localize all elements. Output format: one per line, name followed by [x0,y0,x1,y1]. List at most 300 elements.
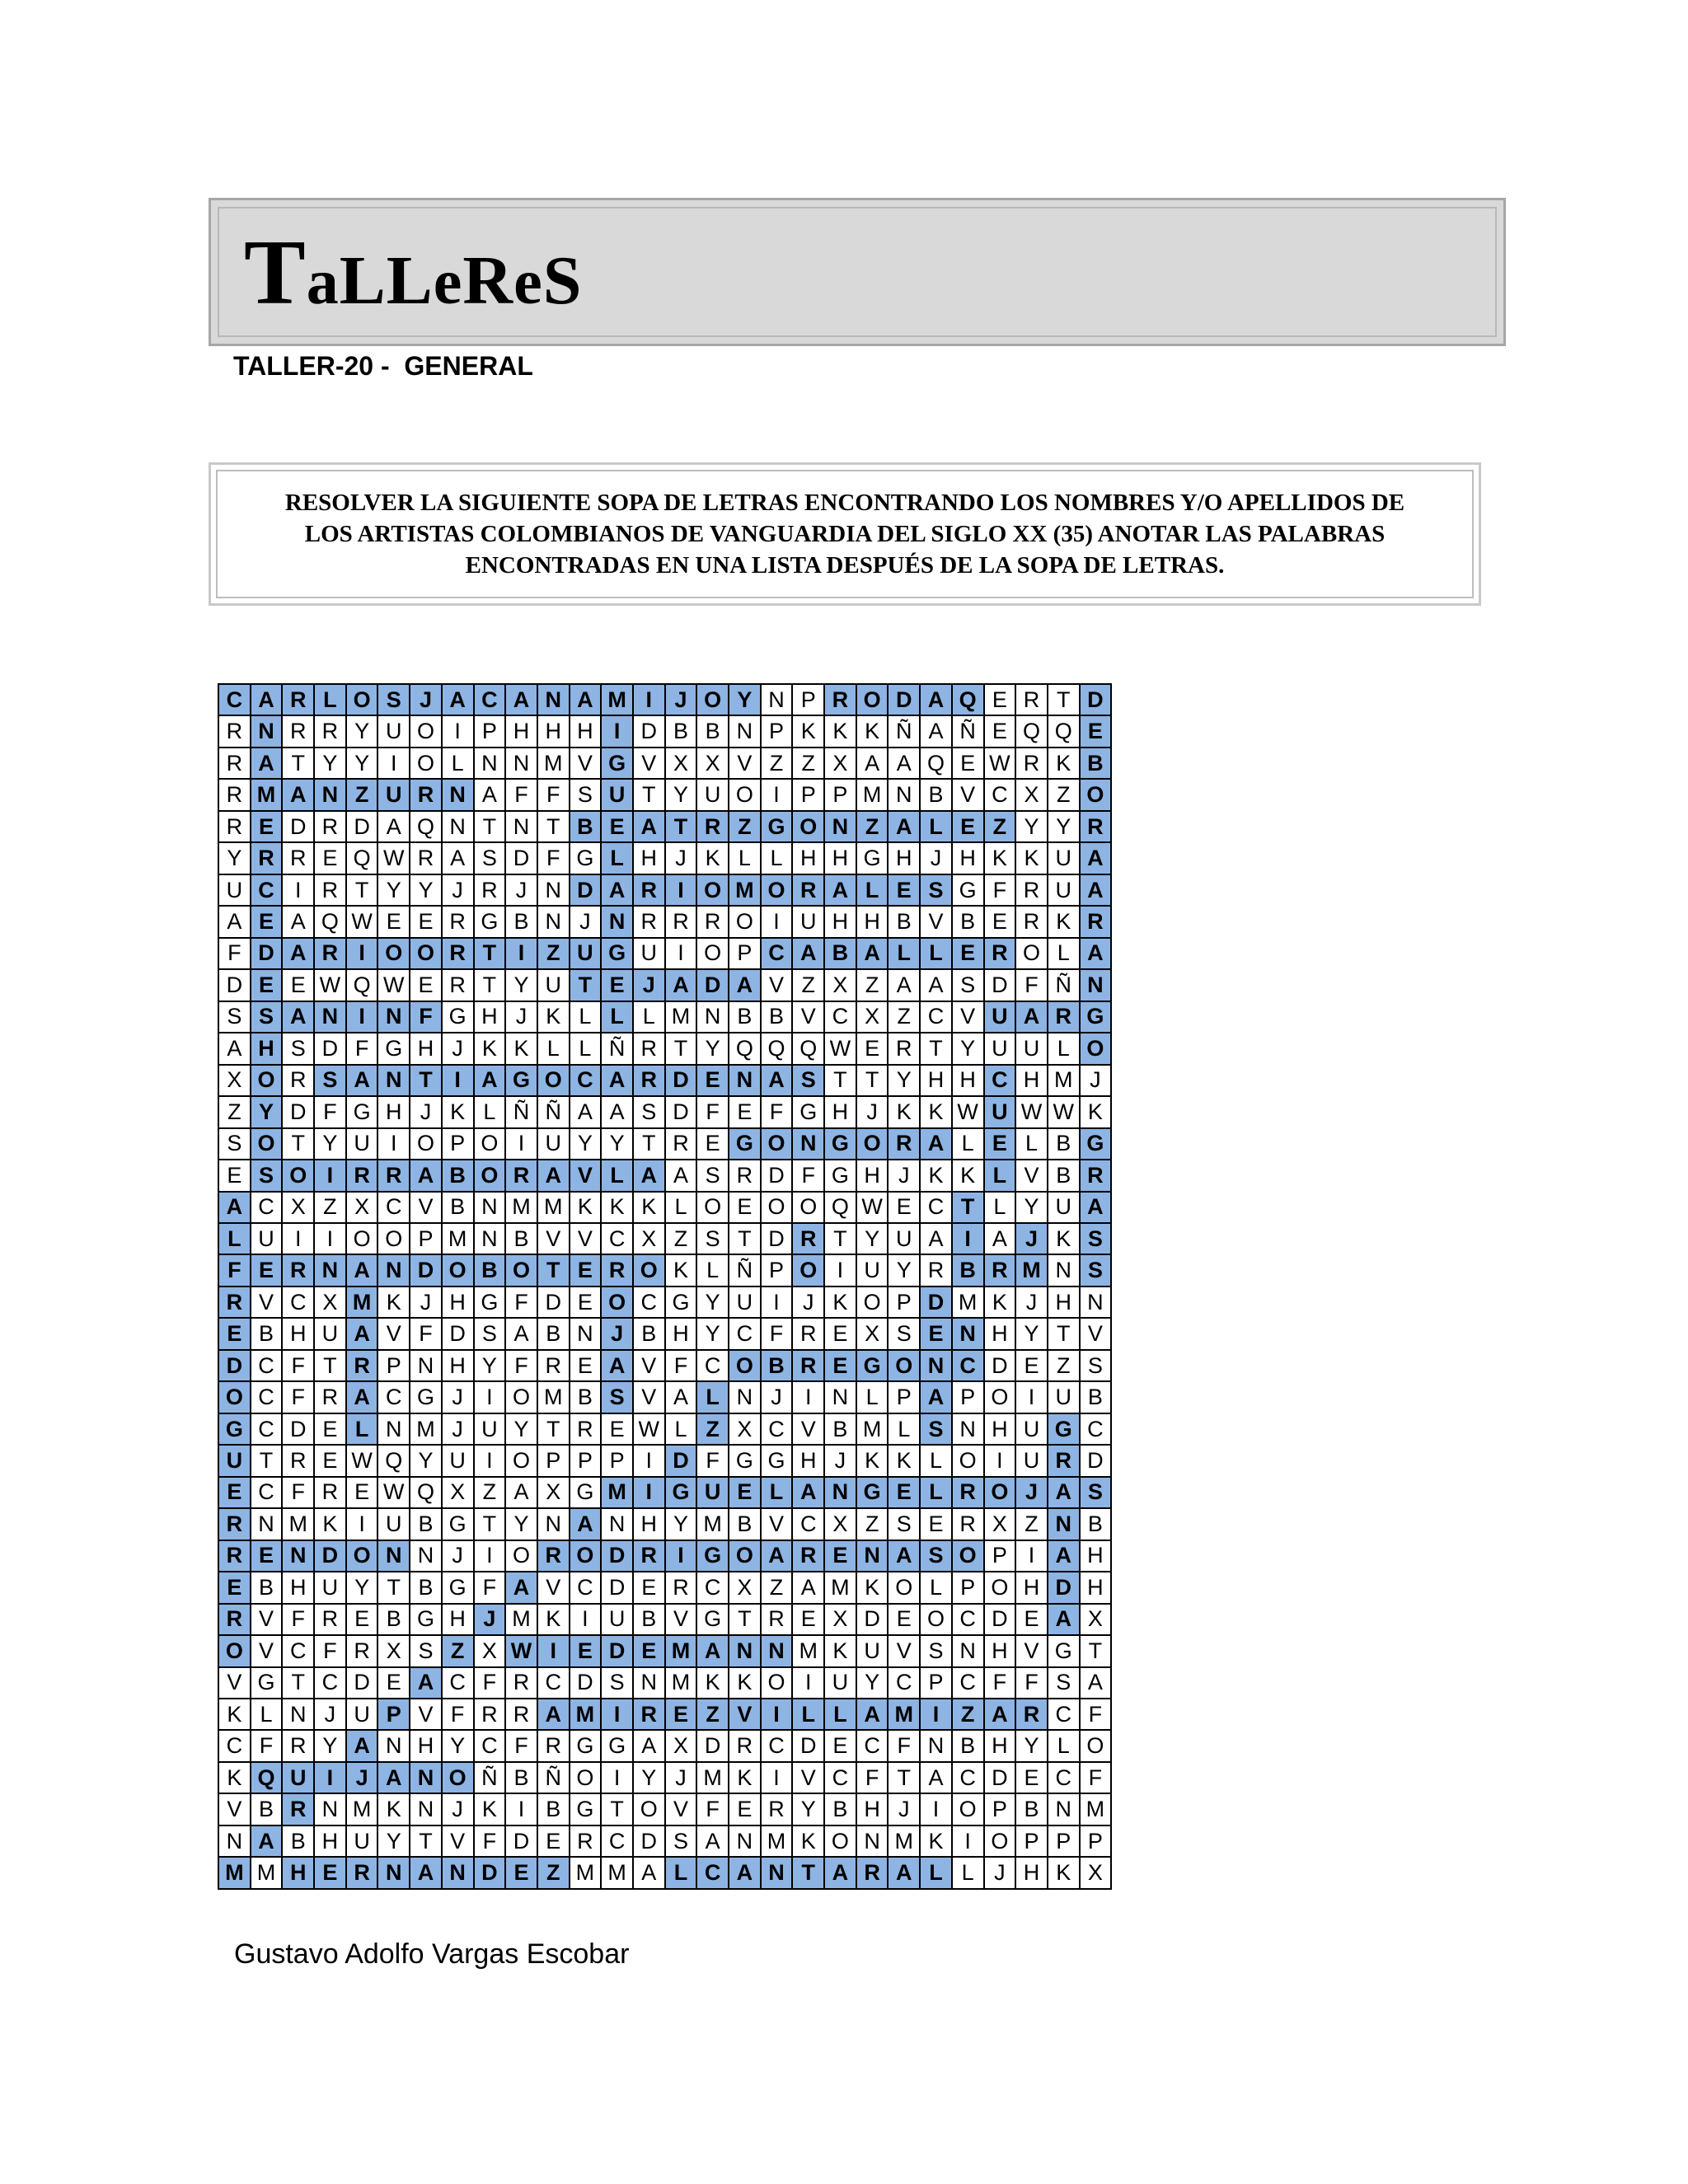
grid-cell: R [314,811,346,842]
grid-cell: T [792,1857,824,1888]
grid-cell: R [888,1033,920,1064]
grid-cell: R [282,715,314,747]
grid-cell: R [346,1635,378,1666]
grid-cell: O [505,1254,537,1286]
grid-cell: A [570,684,602,715]
grid-cell: P [410,1223,442,1254]
grid-cell: R [1048,1001,1080,1033]
grid-cell: D [314,1033,346,1064]
grid-cell: H [952,842,984,874]
grid-cell: C [251,1350,283,1381]
grid-cell: M [505,1192,537,1223]
grid-cell: U [346,1128,378,1160]
grid-cell: A [665,1381,697,1413]
grid-cell: Y [505,1508,537,1540]
grid-cell: M [665,1667,697,1699]
grid-cell: Q [251,1762,283,1793]
grid-cell: Y [1015,1730,1048,1761]
grid-cell: N [601,906,633,937]
grid-cell: O [218,1381,251,1413]
grid-cell: D [1080,684,1112,715]
grid-cell: X [1015,779,1048,810]
grid-cell: E [601,811,633,842]
grid-cell: B [952,1254,984,1286]
grid-cell: I [601,1699,633,1730]
grid-cell: S [601,1381,633,1413]
grid-row [218,1096,1111,1127]
grid-cell: X [314,1286,346,1318]
grid-cell: L [696,1254,729,1286]
grid-cell: H [633,1508,665,1540]
grid-cell: O [696,938,729,969]
grid-cell: J [505,874,537,906]
grid-row [218,1254,1111,1286]
grid-cell: M [824,1572,856,1603]
grid-cell: N [761,1857,793,1888]
grid-cell: B [505,1223,537,1254]
grid-cell: C [570,1065,602,1096]
title-part: S [542,242,583,319]
grid-cell: F [282,1477,314,1508]
grid-cell: E [282,969,314,1001]
grid-row [218,1635,1111,1666]
grid-cell: P [824,779,856,810]
grid-cell: D [761,1223,793,1254]
title-part: LL [339,242,434,319]
grid-cell: K [856,715,889,747]
grid-cell: V [792,1762,824,1793]
grid-cell: I [601,1762,633,1793]
grid-cell: G [377,1033,410,1064]
grid-cell: K [218,1762,251,1793]
grid-cell: L [570,1001,602,1033]
grid-cell: P [888,1381,920,1413]
grid-cell: G [570,1477,602,1508]
grid-cell: R [314,715,346,747]
grid-cell: H [984,1730,1016,1761]
author-name: Gustavo Adolfo Vargas Escobar [234,1938,630,1970]
grid-cell: G [442,1508,474,1540]
grid-cell: A [570,1508,602,1540]
grid-cell: O [346,1540,378,1572]
grid-cell: G [442,1572,474,1603]
grid-cell: N [377,1857,410,1888]
grid-cell: Y [346,748,378,779]
grid-cell: P [442,1128,474,1160]
grid-cell: A [824,1857,856,1888]
grid-cell: A [665,1160,697,1191]
grid-cell: G [856,842,889,874]
grid-cell: E [729,1192,761,1223]
grid-cell: C [251,874,283,906]
grid-cell: D [1048,1572,1080,1603]
grid-cell: N [729,1065,761,1096]
grid-cell: R [442,969,474,1001]
grid-cell: S [474,1318,506,1349]
grid-cell: V [410,1192,442,1223]
grid-cell: L [1048,1033,1080,1064]
grid-cell: U [792,906,824,937]
grid-cell: A [442,684,474,715]
grid-row [218,1540,1111,1572]
grid-cell: M [601,1477,633,1508]
grid-cell: R [1080,1160,1112,1191]
grid-cell: R [792,1540,824,1572]
grid-cell: N [282,1540,314,1572]
grid-cell: Z [792,969,824,1001]
grid-cell: K [856,1445,889,1476]
grid-cell: R [314,1604,346,1635]
grid-cell: Y [314,1730,346,1761]
grid-cell: E [314,1445,346,1476]
grid-cell: T [729,1604,761,1635]
grid-cell: I [761,779,793,810]
grid-cell: H [1048,1286,1080,1318]
grid-cell: B [442,1192,474,1223]
grid-cell: N [729,1825,761,1857]
grid-cell: H [1015,1065,1048,1096]
grid-cell: E [1015,1762,1048,1793]
grid-cell: I [920,1699,952,1730]
grid-cell: F [442,1699,474,1730]
grid-cell: N [537,874,570,906]
grid-cell: J [888,1160,920,1191]
grid-cell: R [633,1540,665,1572]
grid-row [218,684,1111,715]
grid-cell: Q [1015,715,1048,747]
grid-cell: B [952,906,984,937]
grid-cell: N [633,1667,665,1699]
grid-cell: F [984,1667,1016,1699]
grid-cell: S [888,1508,920,1540]
grid-cell: F [984,874,1016,906]
grid-cell: A [920,1223,952,1254]
grid-cell: Y [474,1350,506,1381]
grid-cell: T [282,1667,314,1699]
grid-cell: O [1015,938,1048,969]
grid-cell: S [920,1635,952,1666]
grid-cell: O [474,1128,506,1160]
grid-cell: S [792,1065,824,1096]
grid-cell: S [633,1096,665,1127]
grid-cell: N [377,1254,410,1286]
grid-cell: O [729,1350,761,1381]
grid-cell: I [792,1667,824,1699]
grid-cell: E [601,969,633,1001]
grid-cell: F [474,1825,506,1857]
grid-cell: Q [761,1033,793,1064]
grid-cell: G [761,811,793,842]
grid-cell: E [251,1254,283,1286]
grid-cell: X [218,1065,251,1096]
grid-cell: R [505,1667,537,1699]
grid-cell: A [537,1160,570,1191]
grid-cell: N [856,1540,889,1572]
grid-cell: G [601,1730,633,1761]
grid-cell: C [251,1192,283,1223]
grid-cell: O [696,684,729,715]
grid-cell: B [1048,1160,1080,1191]
grid-cell: E [1015,1604,1048,1635]
grid-cell: R [824,684,856,715]
grid-cell: C [1048,1699,1080,1730]
grid-cell: C [824,1762,856,1793]
grid-cell: I [1015,1381,1048,1413]
grid-row [218,1508,1111,1540]
grid-cell: R [761,1793,793,1825]
grid-cell: V [218,1667,251,1699]
grid-cell: J [1015,1223,1048,1254]
grid-cell: B [251,1572,283,1603]
grid-cell: L [1048,938,1080,969]
grid-cell: Y [888,1065,920,1096]
grid-cell: W [856,1192,889,1223]
grid-cell: I [761,1762,793,1793]
grid-cell: J [665,1762,697,1793]
grid-cell: C [442,1667,474,1699]
grid-cell: A [474,1065,506,1096]
grid-cell: T [251,1445,283,1476]
grid-cell: I [952,1223,984,1254]
grid-cell: O [792,1192,824,1223]
grid-cell: Z [218,1096,251,1127]
grid-cell: W [377,842,410,874]
grid-cell: E [218,1572,251,1603]
grid-cell: E [824,1540,856,1572]
grid-cell: N [696,1001,729,1033]
grid-cell: O [442,1254,474,1286]
grid-cell: V [792,1413,824,1445]
grid-cell: Y [633,1762,665,1793]
grid-cell: C [601,1825,633,1857]
grid-cell: D [1080,1445,1112,1476]
grid-cell: T [888,1762,920,1793]
grid-cell: B [824,1793,856,1825]
grid-cell: H [570,715,602,747]
grid-cell: A [633,1160,665,1191]
grid-cell: Y [665,779,697,810]
grid-cell: I [377,1128,410,1160]
grid-cell: R [505,1160,537,1191]
grid-cell: R [346,1350,378,1381]
grid-row [218,1128,1111,1160]
grid-cell: G [474,906,506,937]
grid-cell: M [282,1508,314,1540]
grid-cell: M [505,1604,537,1635]
grid-cell: F [346,1033,378,1064]
grid-cell: B [251,1793,283,1825]
grid-row [218,1350,1111,1381]
grid-cell: R [282,1445,314,1476]
grid-cell: X [984,1508,1016,1540]
grid-cell: Z [442,1635,474,1666]
grid-cell: S [377,684,410,715]
grid-cell: P [537,1445,570,1476]
grid-cell: F [761,1096,793,1127]
grid-cell: D [665,1065,697,1096]
grid-cell: S [1080,1223,1112,1254]
grid-cell: Z [729,811,761,842]
grid-cell: I [282,874,314,906]
grid-cell: Z [314,1192,346,1223]
grid-cell: A [601,874,633,906]
grid-cell: Q [824,1192,856,1223]
grid-cell: C [984,779,1016,810]
grid-cell: D [696,969,729,1001]
grid-cell: O [729,1540,761,1572]
title-part: a [306,246,340,317]
grid-cell: P [952,1381,984,1413]
grid-cell: D [282,811,314,842]
grid-cell: Ñ [601,1033,633,1064]
grid-cell: K [984,842,1016,874]
grid-cell: T [920,1033,952,1064]
grid-cell: I [792,1381,824,1413]
grid-cell: J [888,1793,920,1825]
instructions-box [209,462,1481,606]
grid-cell: R [888,1128,920,1160]
grid-cell: E [570,1286,602,1318]
grid-cell: H [1080,1540,1112,1572]
grid-cell: P [1015,1825,1048,1857]
grid-cell: L [792,1699,824,1730]
grid-cell: V [633,1350,665,1381]
grid-cell: A [251,1825,283,1857]
grid-row [218,1160,1111,1191]
grid-cell: U [474,1413,506,1445]
grid-cell: X [696,748,729,779]
title-banner-inner [218,207,1497,337]
grid-cell: J [346,1762,378,1793]
grid-cell: B [505,1762,537,1793]
grid-cell: I [761,1699,793,1730]
grid-cell: E [729,1477,761,1508]
grid-cell: A [696,1825,729,1857]
grid-cell: J [665,684,697,715]
grid-cell: A [346,1065,378,1096]
grid-cell: Z [984,811,1016,842]
grid-cell: L [761,1477,793,1508]
grid-cell: F [696,1445,729,1476]
grid-cell: B [729,1508,761,1540]
grid-cell: B [1080,748,1112,779]
grid-cell: V [920,906,952,937]
grid-cell: A [1048,1604,1080,1635]
grid-cell: R [537,1730,570,1761]
grid-cell: M [1015,1254,1048,1286]
grid-cell: O [856,1286,889,1318]
grid-cell: G [474,1286,506,1318]
grid-cell: A [633,1730,665,1761]
grid-cell: W [824,1033,856,1064]
grid-cell: U [1048,874,1080,906]
grid-cell: E [570,1635,602,1666]
grid-row [218,1857,1111,1888]
grid-cell: K [729,1762,761,1793]
grid-cell: D [346,811,378,842]
grid-cell: A [505,684,537,715]
grid-cell: U [1015,1413,1048,1445]
grid-cell: K [537,1001,570,1033]
grid-cell: E [601,1413,633,1445]
grid-cell: G [824,1160,856,1191]
grid-cell: M [346,1286,378,1318]
grid-cell: A [251,684,283,715]
grid-cell: E [505,1857,537,1888]
grid-cell: E [824,1350,856,1381]
grid-cell: R [282,1730,314,1761]
grid-cell: R [314,938,346,969]
grid-cell: Y [696,1033,729,1064]
grid-cell: M [570,1699,602,1730]
grid-cell: I [761,906,793,937]
grid-cell: R [410,842,442,874]
grid-cell: N [251,1508,283,1540]
grid-cell: C [761,1730,793,1761]
grid-cell: E [824,1318,856,1349]
grid-cell: I [824,1254,856,1286]
grid-row [218,1318,1111,1349]
grid-cell: F [888,1730,920,1761]
grid-cell: I [377,748,410,779]
grid-cell: H [888,842,920,874]
grid-cell: F [410,1001,442,1033]
grid-cell: N [1048,1508,1080,1540]
grid-cell: R [633,906,665,937]
grid-cell: B [474,1254,506,1286]
grid-cell: E [984,906,1016,937]
grid-cell: A [282,1001,314,1033]
grid-cell: Y [856,1667,889,1699]
grid-cell: M [696,1762,729,1793]
grid-cell: O [888,1572,920,1603]
grid-cell: Y [505,969,537,1001]
grid-cell: A [633,1857,665,1888]
grid-cell: E [377,1667,410,1699]
grid-cell: X [346,1192,378,1223]
grid-cell: C [474,1730,506,1761]
grid-cell: D [984,969,1016,1001]
grid-cell: U [218,1445,251,1476]
grid-cell: G [1080,1128,1112,1160]
grid-row [218,1445,1111,1476]
grid-cell: O [282,1160,314,1191]
grid-cell: N [218,1825,251,1857]
grid-cell: J [984,1857,1016,1888]
grid-cell: R [1015,906,1048,937]
grid-cell: O [792,811,824,842]
grid-cell: R [218,1508,251,1540]
instructions-text: RESOLVER LA SIGUIENTE SOPA DE LETRAS ENCONTRANDO LOS NOMBRES Y/O APELLIDOS DE LOS ARTISTAS COLOMBIANOS DE VANGUARDIA DEL SIGLO XX (35) ANOTAR LAS PALABRAS ENCONTRADAS EN UNA LISTA DESPUÉS DE LA SOPA DE LETRAS. [284,490,1405,579]
grid-cell: C [888,1667,920,1699]
grid-cell: T [537,1413,570,1445]
grid-cell: N [792,1128,824,1160]
grid-cell: A [346,1730,378,1761]
grid-cell: K [474,1793,506,1825]
grid-cell: G [729,1128,761,1160]
grid-cell: O [696,874,729,906]
grid-cell: D [474,1857,506,1888]
grid-cell: I [570,1604,602,1635]
grid-cell: L [633,1001,665,1033]
grid-cell: C [920,1001,952,1033]
grid-cell: K [377,1793,410,1825]
grid-cell: A [1080,938,1112,969]
grid-cell: A [665,969,697,1001]
grid-cell: A [410,1857,442,1888]
grid-cell: R [218,748,251,779]
grid-cell: R [792,1350,824,1381]
